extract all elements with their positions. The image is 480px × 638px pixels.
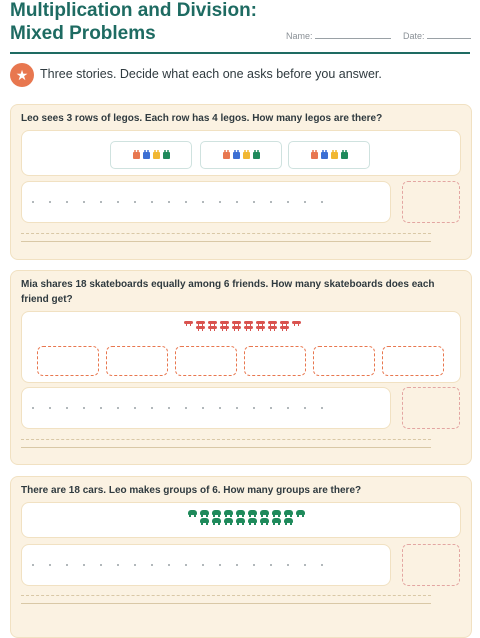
car-icon [212,510,221,515]
car-icon [212,518,221,523]
skateboard-icon [280,321,289,324]
skateboard-icon [268,326,277,329]
friend-box[interactable] [313,346,375,376]
skateboard-icon [268,321,277,324]
name-line [315,38,391,39]
lego-icon [163,152,170,159]
problem-card-1 [10,104,472,260]
date-field[interactable] [403,31,471,41]
car-icon [284,518,293,523]
name-field[interactable] [286,31,391,41]
writing-line [21,603,431,604]
answer-box-3[interactable] [402,544,460,586]
header-divider [10,52,470,54]
lego-icon [143,152,150,159]
star-icon: ★ [10,63,34,87]
writing-line [21,439,431,440]
skateboard-icon [184,321,193,324]
lego-icon [233,152,240,159]
skateboard-icon [244,326,253,329]
skateboard-icon [196,326,205,329]
instructions-text: Three stories. Decide what each one asks before you answer. [40,67,382,81]
title-line-2: Mixed Problems [10,23,156,44]
skateboard-icon [280,326,289,329]
title-line-1: Multiplication and Division: [10,0,257,21]
writing-line [21,241,431,242]
friend-box[interactable] [382,346,444,376]
skateboard-icon [208,326,217,329]
work-area-1[interactable] [21,181,391,223]
car-icon [224,510,233,515]
question-2: Mia shares 18 skateboards equally among 6 friends. How many skateboards does each friend get? [21,279,435,305]
writing-line [21,447,431,448]
friend-box[interactable] [175,346,237,376]
car-icon [200,510,209,515]
lego-group [288,141,370,169]
car-icon [260,518,269,523]
lego-icon [253,152,260,159]
question-1: Leo sees 3 rows of legos. Each row has 4 legos. How many legos are there? [21,113,383,124]
skateboard-icon [220,326,229,329]
car-icon [224,518,233,523]
car-icon [236,510,245,515]
car-icon [248,510,257,515]
problem-card-3 [10,476,472,638]
skateboard-icon [220,321,229,324]
skateboard-icon [232,321,241,324]
car-model [21,502,461,538]
lego-icon [223,152,230,159]
skateboard-icon [292,321,301,324]
dot-guide [32,407,323,409]
writing-line [21,233,431,234]
skateboard-icon [256,321,265,324]
dot-guide [32,201,323,203]
lego-icon [321,152,328,159]
work-area-3[interactable] [21,544,391,586]
name-label: Name: [286,31,313,41]
skateboard-icon [208,321,217,324]
car-set [186,510,306,523]
car-icon [188,510,197,515]
lego-icon [331,152,338,159]
lego-icon [341,152,348,159]
car-icon [296,510,305,515]
car-icon [248,518,257,523]
writing-line [21,595,431,596]
lego-icon [133,152,140,159]
question-3: There are 18 cars. Leo makes groups of 6. How many groups are there? [21,485,362,496]
answer-box-1[interactable] [402,181,460,223]
lego-group [200,141,282,169]
car-icon [200,518,209,523]
date-label: Date: [403,31,425,41]
car-icon [272,518,281,523]
answer-box-2[interactable] [402,387,460,429]
date-line [427,38,471,39]
lego-group [110,141,192,169]
lego-model [21,130,461,176]
problem-card-2 [10,270,472,465]
friend-box[interactable] [106,346,168,376]
skateboard-model [21,311,461,383]
lego-icon [311,152,318,159]
car-icon [272,510,281,515]
skateboard-icon [244,321,253,324]
skateboard-icon [196,321,205,324]
car-icon [236,518,245,523]
work-area-2[interactable] [21,387,391,429]
friend-box[interactable] [244,346,306,376]
skateboard-icon [256,326,265,329]
car-icon [260,510,269,515]
dot-guide [32,564,323,566]
car-icon [284,510,293,515]
skateboard-icon [232,326,241,329]
worksheet-title [10,0,257,45]
friend-box[interactable] [37,346,99,376]
lego-icon [243,152,250,159]
skateboard-pile [182,321,302,329]
lego-icon [153,152,160,159]
